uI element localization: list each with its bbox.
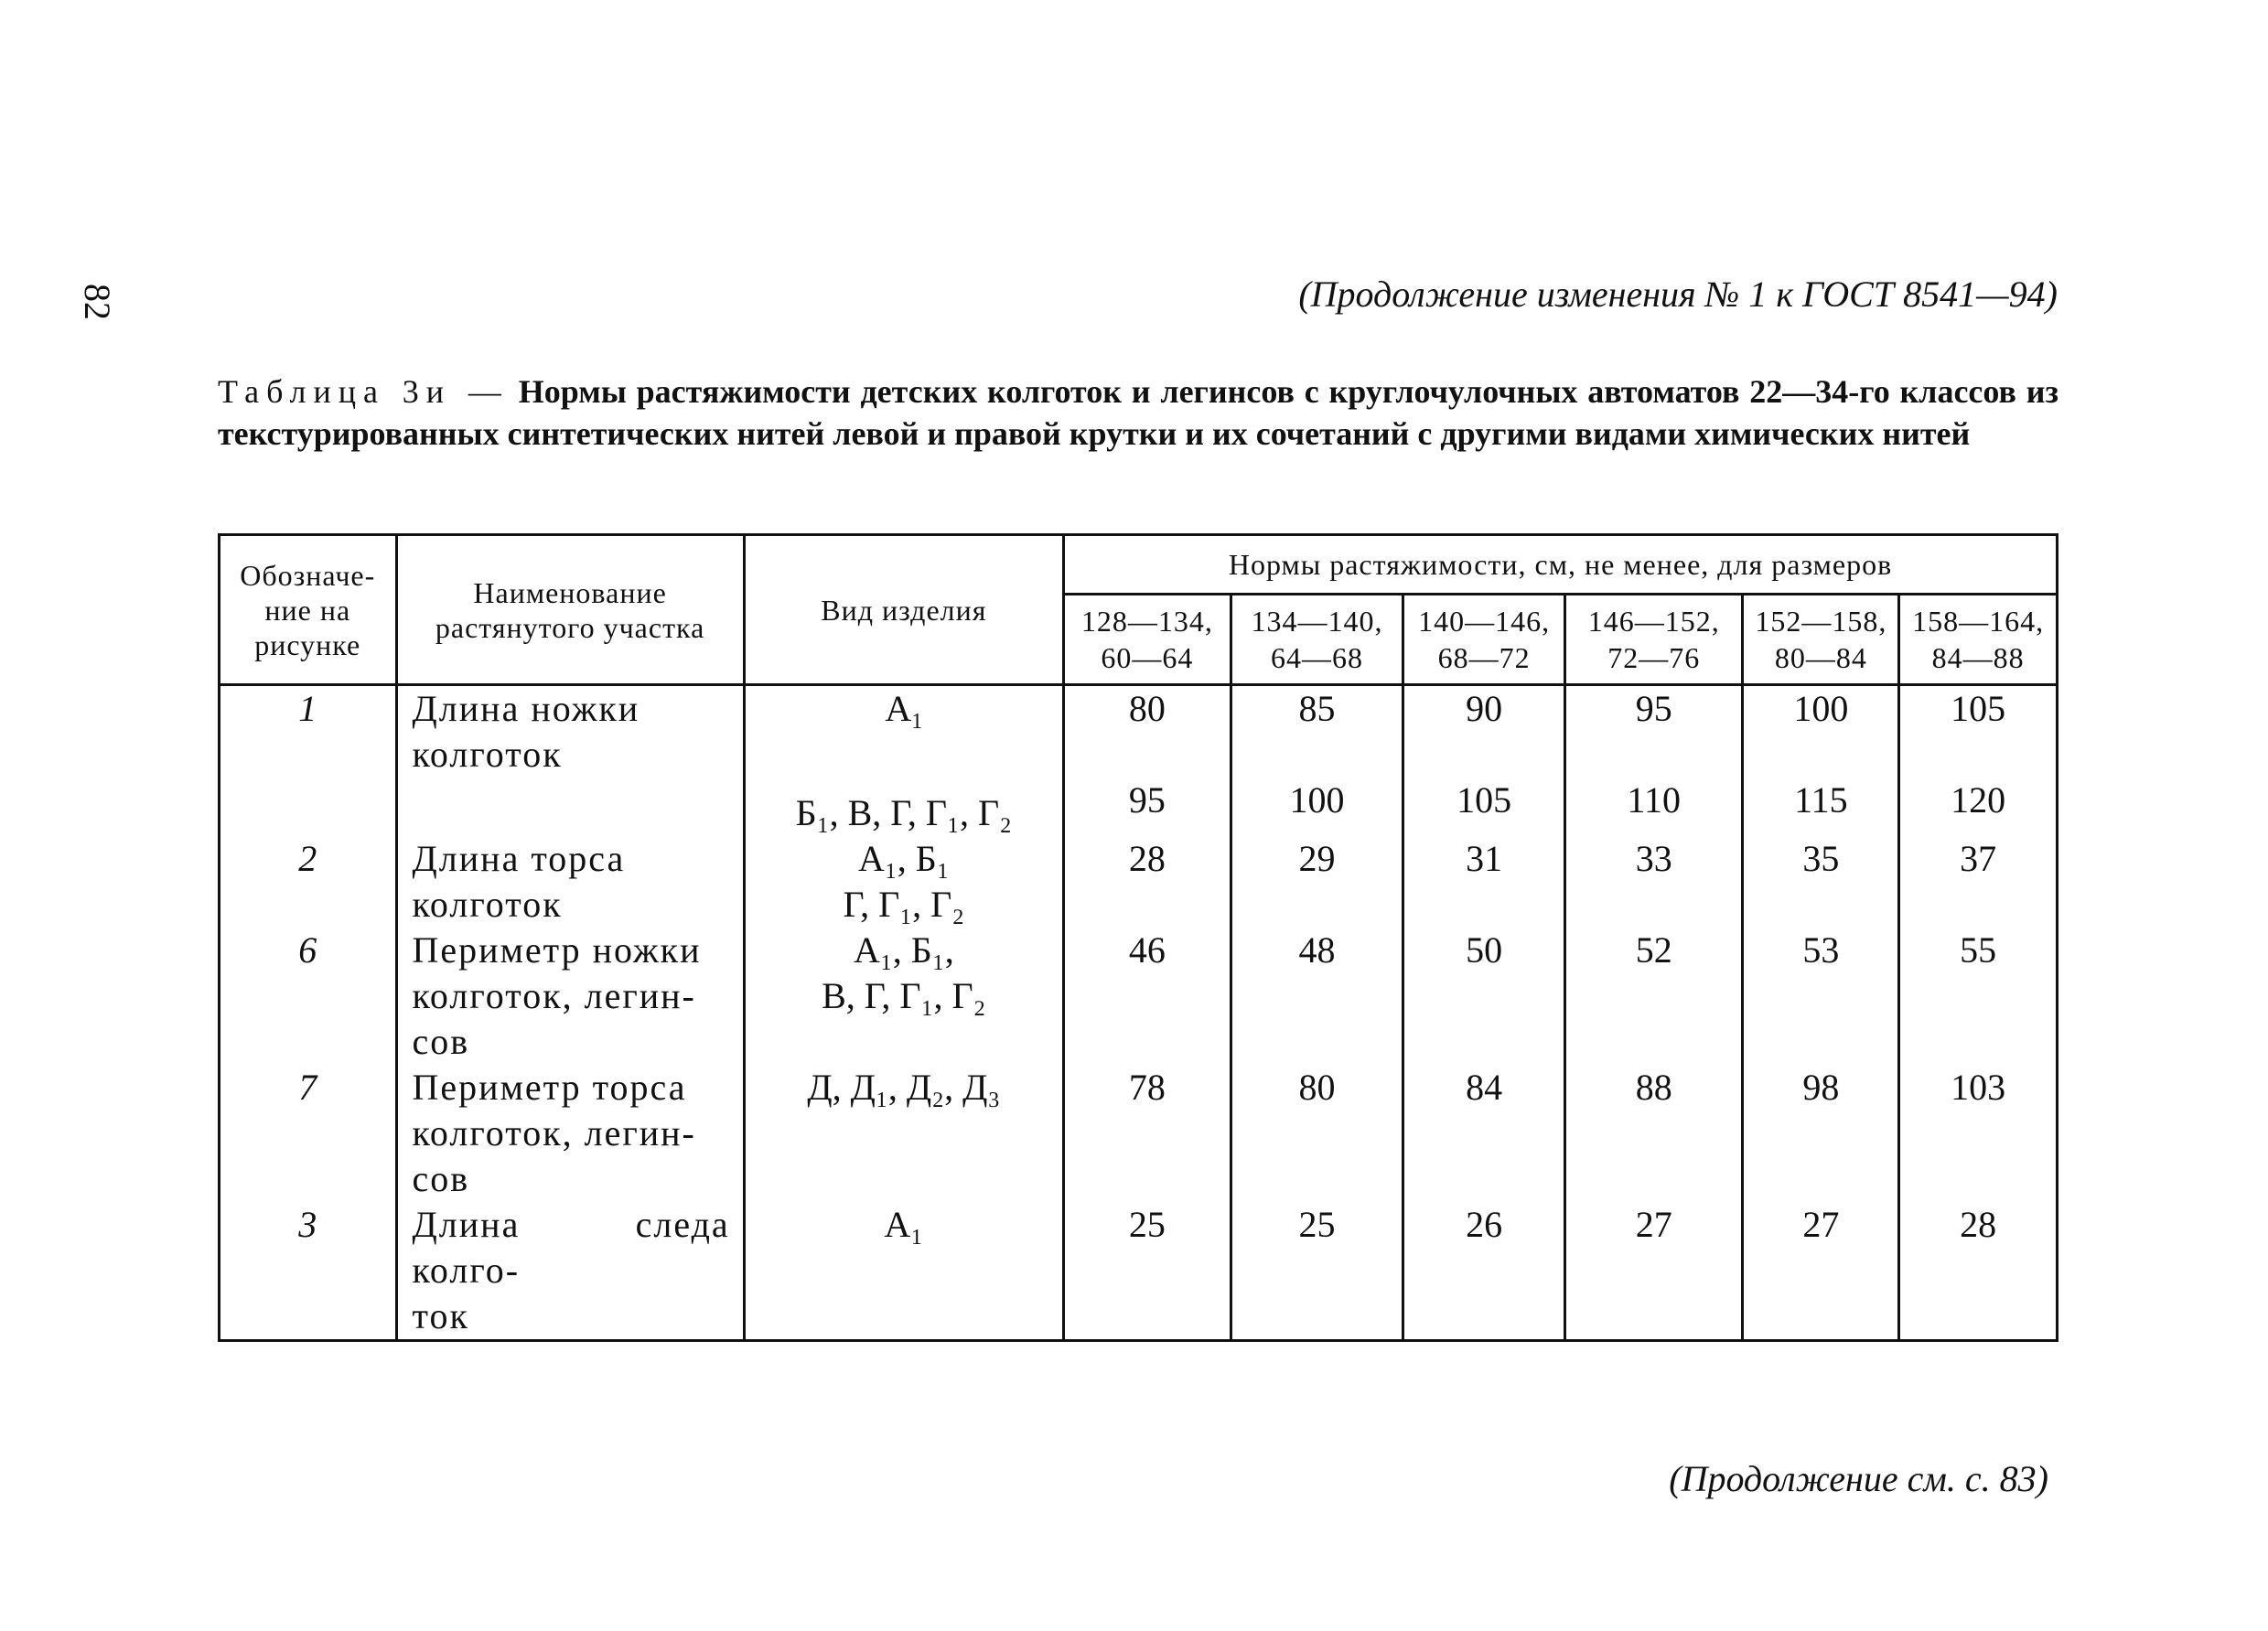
norm-value [1566,1019,1742,1065]
norm-value [1065,973,1230,1019]
norm-value: 95 [1635,688,1672,729]
norm-value [1404,882,1564,928]
section-name-cell [396,685,744,837]
norm-value [1232,1156,1403,1202]
norm-value: 25 [1128,1204,1166,1245]
norm-value: 25 [1298,1204,1336,1245]
header-size-line: 60—64 [1101,641,1194,674]
norm-value-cell [1743,685,1899,837]
norm-value: 37 [1960,838,1997,879]
norm-value: 52 [1635,929,1672,971]
section-name-line: сов [412,1021,470,1062]
norm-value-cell [1899,1202,2058,1341]
norm-value [1566,1156,1742,1202]
header-size-line: 80—84 [1774,641,1867,674]
norm-value: 90 [1466,688,1503,729]
section-name-line [413,778,730,823]
header-size-line: 146—152, [1587,605,1720,638]
norm-value [1065,1111,1230,1156]
product-type-line [746,1248,1062,1293]
header-size-2 [1231,595,1403,685]
norm-value-cell [1743,1065,1899,1202]
norm-value [1404,1111,1564,1156]
norm-value [1404,1156,1564,1202]
norm-value: 48 [1298,929,1336,971]
norm-value [1404,973,1564,1019]
designation-cell [220,928,397,1065]
norm-value-cell [1403,685,1565,837]
norm-value: 55 [1960,929,1997,971]
norm-value: 85 [1298,688,1336,729]
header-size-line: 140—146, [1418,605,1551,638]
designation-cell [220,836,397,928]
norm-value-cell [1064,928,1231,1065]
norm-value [1232,1248,1403,1293]
norm-value [1566,1111,1742,1156]
section-name-line: колготок, легин- [412,1112,696,1154]
designation-number [220,882,395,928]
norm-value-cell [1231,685,1403,837]
norm-value [1744,882,1897,928]
norm-value [1744,732,1897,778]
norm-value [1900,1019,2056,1065]
header-size-3 [1403,595,1565,685]
norm-value: 28 [1960,1204,1997,1245]
norm-value [1566,1248,1742,1293]
caption-label: Таблица 3и — [218,373,509,410]
norm-value [1232,973,1403,1019]
section-name-line: колготок, легин- [412,975,696,1016]
product-type-subscript: 1 [911,710,923,734]
section-name-cell [396,836,744,928]
header-designation: Обозначе-ние на рисунке [220,535,397,685]
norm-value [1065,1248,1230,1293]
norm-value-cell [1743,928,1899,1065]
product-type-line [746,1019,1062,1065]
norm-value-cell [1899,836,2058,928]
designation-number: 3 [298,1204,317,1245]
table-row [220,836,2058,928]
norm-value-cell [1899,1065,2058,1202]
norm-value: 29 [1298,838,1336,879]
table-caption [218,370,2058,455]
norm-value: 103 [1951,1067,2006,1108]
designation-number [220,1156,395,1202]
product-type-base: А [885,688,912,729]
section-name-cell [396,928,744,1065]
norm-value-cell [1899,685,2058,837]
norm-value [1065,1019,1230,1065]
norm-value [1744,1248,1897,1293]
norm-value [1065,1156,1230,1202]
section-name-line: колготок [412,734,563,775]
header-size-line: 68—72 [1437,641,1531,674]
designation-number [220,973,395,1019]
norm-value [1900,1111,2056,1156]
product-type-line [746,1111,1062,1156]
product-type-line: Д, Д₁, Д₂, Д₃ [807,1067,1001,1108]
norm-value [1404,1248,1564,1293]
norm-value: 33 [1635,838,1672,879]
norm-value: 53 [1802,929,1840,971]
designation-number [220,1248,395,1293]
product-type-cell [744,1065,1063,1202]
norm-value [1566,882,1742,928]
norm-value-cell [1403,1202,1565,1341]
section-name-line: Длина следа колго- [412,1204,730,1291]
norm-value [1566,973,1742,1019]
norm-value-cell [1064,1065,1231,1202]
designation-number [220,778,395,823]
header-continuation-note: (Продолжение изменения № 1 к ГОСТ 8541—94) [1298,274,2058,315]
norm-value-cell [1064,685,1231,837]
product-type-line: Б₁, В, Г, Г₁, Г₂ [795,792,1013,833]
designation-number [220,732,395,778]
product-type-cell [744,928,1063,1065]
section-name-cell [396,1202,744,1341]
table-row [220,928,2058,1065]
norm-value-cell [1564,836,1743,928]
norm-value [1404,1019,1564,1065]
header-size-line: 152—158, [1755,605,1887,638]
header-size-line: 158—164, [1912,605,2045,638]
section-name-line: ток [412,1295,469,1336]
norm-value-cell [1403,928,1565,1065]
norm-value [1744,973,1897,1019]
norm-value-cell [1231,928,1403,1065]
norm-value: 98 [1802,1067,1840,1108]
norm-value: 50 [1466,929,1503,971]
norm-value-cell [1064,1202,1231,1341]
product-type-line: А₁, Б₁, [853,929,954,971]
norm-value-cell [1564,685,1743,837]
product-type-cell [744,836,1063,928]
norm-value-cell [1403,836,1565,928]
norm-value [1566,732,1742,778]
norm-value: 120 [1951,779,2006,821]
header-size-line: 72—76 [1607,641,1701,674]
norm-value [1900,973,2056,1019]
product-type-line: А₁, Б₁ [857,838,950,879]
header-norms-group: Нормы растяжимости, см, не менее, для размеров [1064,535,2058,595]
designation-number [220,1111,395,1156]
designation-cell [220,1065,397,1202]
norm-value [1744,1156,1897,1202]
page-number: 82 [77,284,118,320]
product-type-cell [744,1202,1063,1341]
designation-number: 6 [298,929,317,971]
norm-value: 27 [1802,1204,1840,1245]
product-type-line [746,686,1062,745]
section-name-line: Периметр ножки [412,929,702,971]
norm-value [1744,1019,1897,1065]
norm-value: 100 [1289,779,1345,821]
product-type-line: В, Г, Г₁, Г₂ [822,975,986,1016]
header-size-line: 64—68 [1270,641,1363,674]
table-row [220,685,2058,837]
norm-value: 95 [1128,779,1166,821]
norm-value: 35 [1802,838,1840,879]
norm-value: 28 [1128,838,1166,879]
product-type-line: Г, Г₁, Г₂ [843,884,965,925]
header-section-name: Наименование растянутого участка [396,535,744,685]
header-size-line: 134—140, [1251,605,1383,638]
norm-value: 105 [1456,779,1512,821]
norm-value [1900,1156,2056,1202]
norm-value-cell [1564,1202,1743,1341]
header-size-6 [1899,595,2058,685]
norm-value: 27 [1635,1204,1672,1245]
header-size-line: 128—134, [1080,605,1213,638]
designation-number [220,1019,395,1065]
norm-value: 78 [1128,1067,1166,1108]
norm-value-cell [1064,836,1231,928]
norm-value [1065,732,1230,778]
norm-value: 105 [1951,688,2006,729]
norm-value-cell [1743,836,1899,928]
norm-value [1900,732,2056,778]
header-size-1 [1064,595,1231,685]
product-type-cell [744,685,1063,837]
norm-value: 84 [1466,1067,1503,1108]
table-row [220,1202,2058,1341]
product-type-line [746,745,1062,790]
norm-value-cell [1231,1202,1403,1341]
norm-value-cell [1899,928,2058,1065]
designation-number: 1 [298,688,317,729]
product-type-line [746,1156,1062,1202]
norm-value [1065,882,1230,928]
norm-value [1232,1019,1403,1065]
norm-value: 46 [1128,929,1166,971]
section-name-line: колготок [412,884,563,925]
norm-value-cell [1231,836,1403,928]
header-size-4 [1564,595,1743,685]
designation-cell [220,1202,397,1341]
norm-value [1232,1111,1403,1156]
norm-value [1232,882,1403,928]
norm-value [1900,1248,2056,1293]
header-size-line: 84—88 [1931,641,2025,674]
norm-value-cell [1743,1202,1899,1341]
norm-value [1232,732,1403,778]
designation-number: 7 [298,1067,317,1108]
designation-cell [220,685,397,837]
designation-number: 2 [298,838,317,879]
product-type-line: А₁ [884,1204,924,1245]
footer-continuation-note: (Продолжение см. с. 83) [1669,1458,2048,1499]
section-name-line: Длина торса [412,838,626,879]
norm-value: 31 [1466,838,1503,879]
stretch-norms-table [218,533,2058,1342]
header-product-type: Вид изделия [744,535,1063,685]
table-row [220,1065,2058,1202]
norm-value: 100 [1793,688,1849,729]
norm-value [1900,882,2056,928]
section-name-line: Длина ножки [412,688,640,729]
norm-value: 115 [1794,779,1848,821]
norm-value-cell [1231,1065,1403,1202]
section-name-cell [396,1065,744,1202]
norm-value: 110 [1627,779,1681,821]
norm-value [1744,1111,1897,1156]
section-name-line: сов [412,1158,470,1199]
norm-value-cell [1564,1065,1743,1202]
norm-value: 80 [1128,688,1166,729]
norm-value-cell [1564,928,1743,1065]
norm-value-cell [1403,1065,1565,1202]
header-size-5 [1743,595,1899,685]
norm-value [1404,732,1564,778]
section-name-line: Периметр торса [412,1067,687,1108]
norm-value: 80 [1298,1067,1336,1108]
norm-value: 88 [1635,1067,1672,1108]
caption-title: Нормы растяжимости детских колготок и легинсов с круглочулочных автоматов 22—34-го классов из текстурированных синтетических нитей левой и правой крутки и их сочетаний с другими видами химических нитей [218,373,2058,452]
norm-value: 26 [1466,1204,1503,1245]
